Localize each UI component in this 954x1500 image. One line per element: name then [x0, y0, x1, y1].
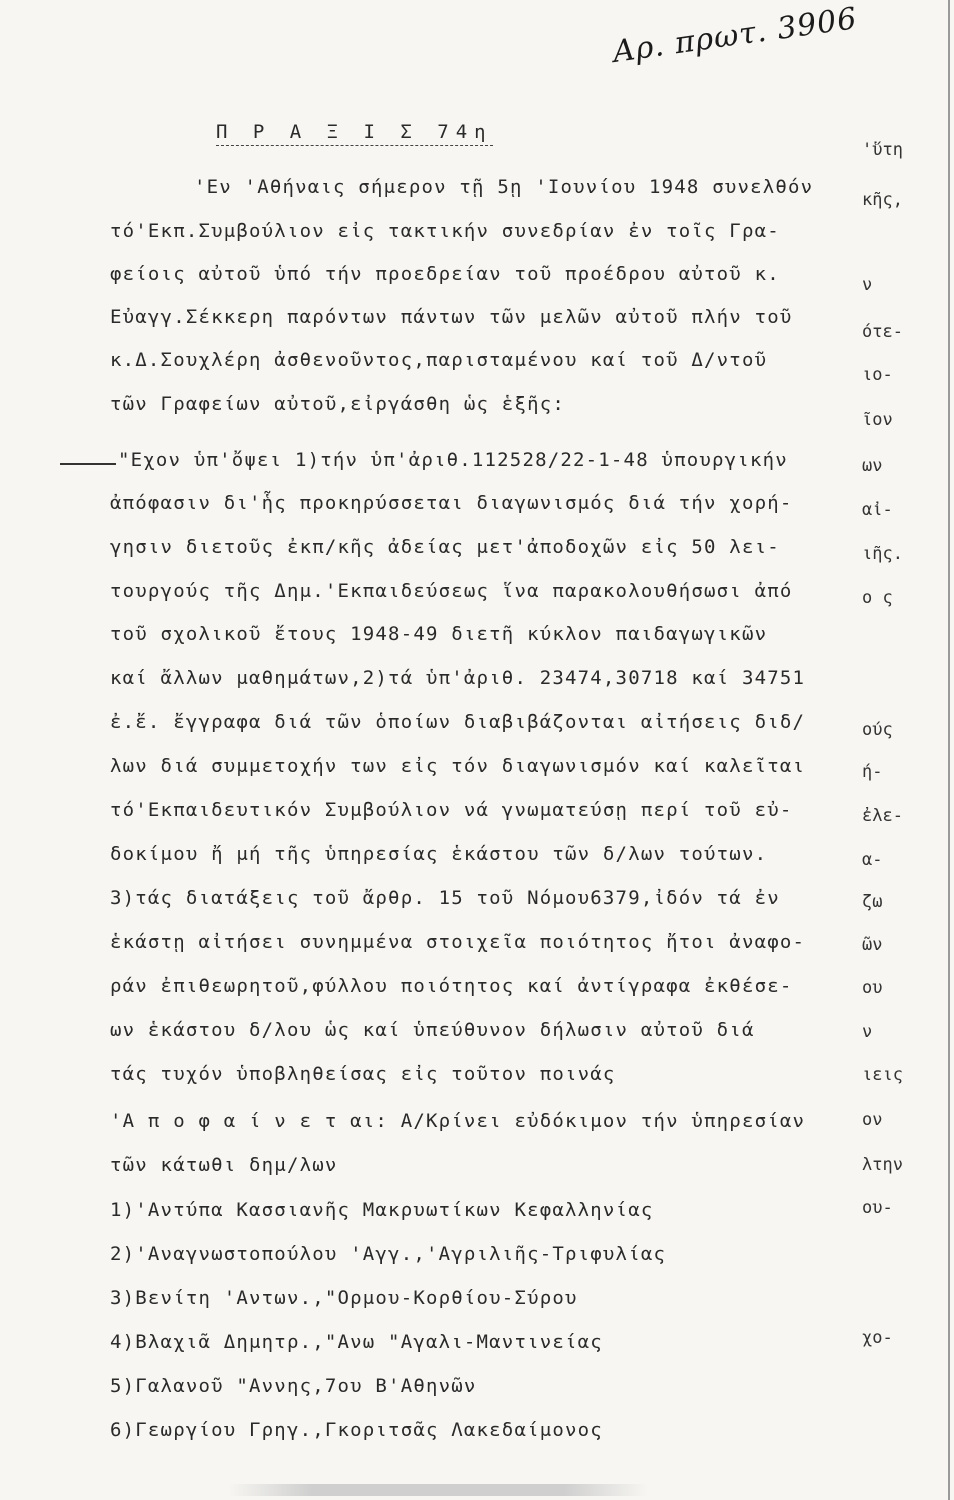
list-item: 4)Βλαχιᾶ Δημητρ.,"Ανω "Αγαλι-Μαντινείας [110, 1331, 603, 1353]
list-item: 5)Γαλανοῦ "Αννης,7ου Β'Αθηνῶν [110, 1375, 477, 1397]
text-line: τό'Εκπαιδευτικόν Συμβούλιον νά γνωματεύσῃ περί τοῦ εὐ- [110, 799, 793, 821]
text-line: τάς τυχόν ὑποβληθείσας εἰς τοῦτον ποινάς [110, 1063, 616, 1085]
margin-fragment: α- [862, 850, 883, 870]
text-line: τῶν κάτωθι δημ/λων [110, 1154, 338, 1176]
text-line: δοκίμου ἤ μή τῆς ὑπηρεσίας ἑκάστου τῶν δ/λων τούτων. [110, 843, 768, 865]
margin-fragment: ούς [862, 720, 893, 740]
text-line: ἑκάστῃ αἰτήσει συνημμένα στοιχεῖα ποιότητος ἤτοι ἀναφο- [110, 931, 806, 953]
margin-fragment: ἐλε- [862, 806, 903, 826]
text-line: καί ἄλλων μαθημάτων,2)τά ὑπ'ἀριθ. 23474,30718 καί 34751 [110, 667, 806, 689]
margin-fragment: 'ὕτη [862, 140, 903, 160]
margin-fragment: ο ς [862, 588, 893, 608]
text-line: γησιν διετοῦς ἐκπ/κῆς ἀδείας μετ'ἀποδοχῶν εἰς 50 λει- [110, 536, 780, 558]
text-line: τό'Εκπ.Συμβούλιον εἰς τακτικήν συνεδρίαν ἐν τοῖς Γρα- [110, 220, 780, 242]
margin-fragment: ῖον [862, 410, 893, 430]
text-line: φείοις αὐτοῦ ὑπό τήν προεδρείαν τοῦ προέδρου αὐτοῦ κ. [110, 263, 780, 285]
margin-fragment: ου- [862, 1198, 893, 1218]
text-line: "Εχον ὑπ'ὄψει 1)τήν ὑπ'ἀριθ.112528/22-1-48 ὑπουργικήν [118, 449, 788, 471]
margin-fragment: χο- [862, 1328, 893, 1348]
text-line: Εὐαγγ.Σέκκερη παρόντων πάντων τῶν μελῶν αὐτοῦ πλήν τοῦ [110, 306, 793, 328]
margin-fragment: ῶν [862, 935, 883, 955]
margin-fragment: ζω [862, 892, 883, 912]
list-item: 2)'Αναγνωστοπούλου 'Αγγ.,'Αγριλιῆς-Τριφυλίας [110, 1243, 667, 1265]
list-item: 1)'Αντύπα Κασσιανῆς Μακρυωτίκων Κεφαλληνίας [110, 1199, 654, 1221]
text-line: τουργούς τῆς Δημ.'Εκπαιδεύσεως ἵνα παρακολουθήσωσι ἀπό [110, 580, 793, 602]
margin-fragment: λτην [862, 1155, 903, 1175]
text-line: ἀπόφασιν δι'ἧς προκηρύσσεται διαγωνισμός διά τήν χορή- [110, 492, 793, 514]
text-line: ράν ἐπιθεωρητοῦ,φύλλου ποιότητος καί ἀντίγραφα ἐκθέσε- [110, 975, 793, 997]
text-line: ἐ.ἔ. ἔγγραφα διά τῶν ὁποίων διαβιβάζονται αἰτήσεις διδ/ [110, 711, 806, 733]
margin-fragment: ή- [862, 762, 883, 782]
margin-fragment: κῆς, [862, 190, 903, 210]
margin-fragment: ιῆς. [862, 544, 903, 564]
margin-fragment: ον [862, 1110, 883, 1130]
margin-fragment: ν [862, 1022, 873, 1042]
list-item: 6)Γεωργίου Γρηγ.,Γκοριτσᾶς Λακεδαίμονος [110, 1419, 603, 1441]
margin-fragment: ων [862, 456, 883, 476]
margin-fragment: ν [862, 275, 873, 295]
margin-fragment: ιεις [862, 1065, 903, 1085]
text-line: κ.Δ.Σουχλέρη ἀσθενοῦντος,παρισταμένου καί τοῦ Δ/ντοῦ [110, 349, 768, 371]
handwritten-protocol-number: Αρ. πρωτ. 3906 [610, 1, 860, 70]
text-line: τοῦ σχολικοῦ ἔτους 1948-49 διετῆ κύκλον παιδαγωγικῶν [110, 623, 768, 645]
text-line: τῶν Γραφείων αὐτοῦ,εἰργάσθη ὡς ἑξῆς: [110, 393, 566, 415]
text-line: λων διά συμμετοχήν των εἰς τόν διαγωνισμόν καί καλεῖται [110, 755, 806, 777]
text-line: 'Α π ο φ α ί ν ε τ αι: Α/Κρίνει εὐδόκιμον τήν ὑπηρεσίαν [110, 1110, 806, 1132]
text-line: ων ἑκάστου δ/λου ὡς καί ὑπεύθυνον δήλωσιν αὐτοῦ διά [110, 1019, 755, 1041]
text-line: 3)τάς διατάξεις τοῦ ἄρθρ. 15 τοῦ Νόμου6379,ἰδόν τά ἐν [110, 887, 780, 909]
margin-fragment: ου [862, 978, 883, 998]
margin-dash-mark [60, 463, 116, 465]
footer-smudge [228, 1484, 648, 1496]
margin-fragment: ότε- [862, 322, 903, 342]
margin-fragment: αἰ- [862, 500, 893, 520]
text-line: 'Εν 'Αθήναις σήμερον τῇ 5ῃ 'Ιουνίου 1948 συνελθόν [194, 176, 814, 198]
list-item: 3)Βενίτη 'Αντων.,"Ορμου-Κορθίου-Σύρου [110, 1287, 578, 1309]
margin-fragment: ιο- [862, 365, 893, 385]
page-edge-divider [948, 0, 950, 1500]
page-title: Π Ρ Α Ξ Ι Σ 74η [216, 121, 493, 146]
